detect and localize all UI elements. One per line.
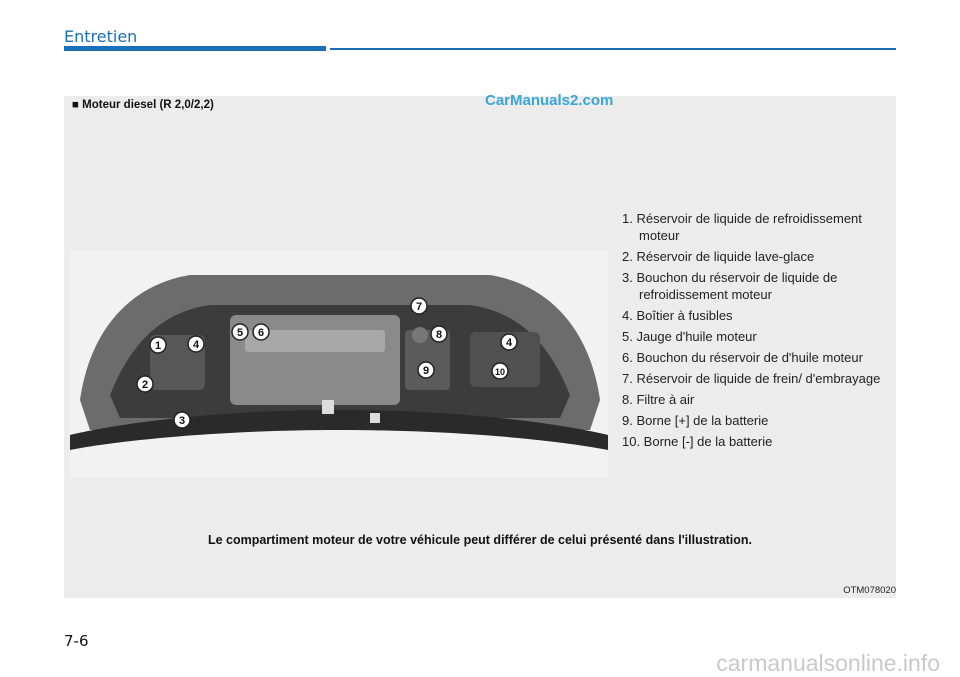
callout-2: 2	[141, 379, 149, 391]
page-header-title: Entretien	[64, 27, 138, 46]
legend-item: 10. Borne [-] de la batterie	[622, 434, 773, 449]
figure-code: OTM078020	[843, 585, 896, 596]
legend-item: 9. Borne [+] de la batterie	[622, 413, 769, 428]
parts-legend	[622, 210, 894, 454]
callout-4: 4	[192, 339, 200, 351]
header-rule-thin	[330, 48, 896, 50]
callout-8: 8	[435, 329, 443, 341]
callout-5: 5	[236, 327, 244, 339]
section-label: ■ Moteur diesel (R 2,0/2,2)	[72, 99, 214, 111]
header-rule-thick	[64, 46, 326, 51]
callout-10: 10	[494, 367, 506, 377]
callout-4-right: 4	[505, 337, 513, 349]
engine-compartment-image	[70, 250, 608, 478]
callout-9: 9	[422, 365, 430, 377]
legend-item: 4. Boîtier à fusibles	[622, 308, 733, 323]
legend-item: 1. Réservoir de liquide de refroidissement moteur	[622, 211, 862, 243]
callout-7: 7	[415, 301, 423, 313]
callout-1: 1	[154, 340, 162, 352]
callout-3: 3	[178, 415, 186, 427]
legend-item: 5. Jauge d'huile moteur	[622, 329, 757, 344]
legend-item: 8. Filtre à air	[622, 392, 695, 407]
legend-item: 6. Bouchon du réservoir de d'huile moteur	[622, 350, 863, 365]
callout-6: 6	[257, 327, 265, 339]
legend-item: 2. Réservoir de liquide lave-glace	[622, 249, 815, 264]
watermark-bottom[interactable]: carmanualsonline.info	[716, 650, 940, 676]
watermark-top[interactable]: CarManuals2.com	[485, 92, 614, 109]
legend-item: 7. Réservoir de liquide de frein/ d'embrayage	[622, 371, 881, 386]
illustration-note: Le compartiment moteur de votre véhicule peut différer de celui présenté dans l'illustration.	[207, 533, 753, 547]
legend-item: 3. Bouchon du réservoir de liquide de refroidissement moteur	[622, 270, 838, 302]
page-number: 7-6	[64, 632, 89, 650]
